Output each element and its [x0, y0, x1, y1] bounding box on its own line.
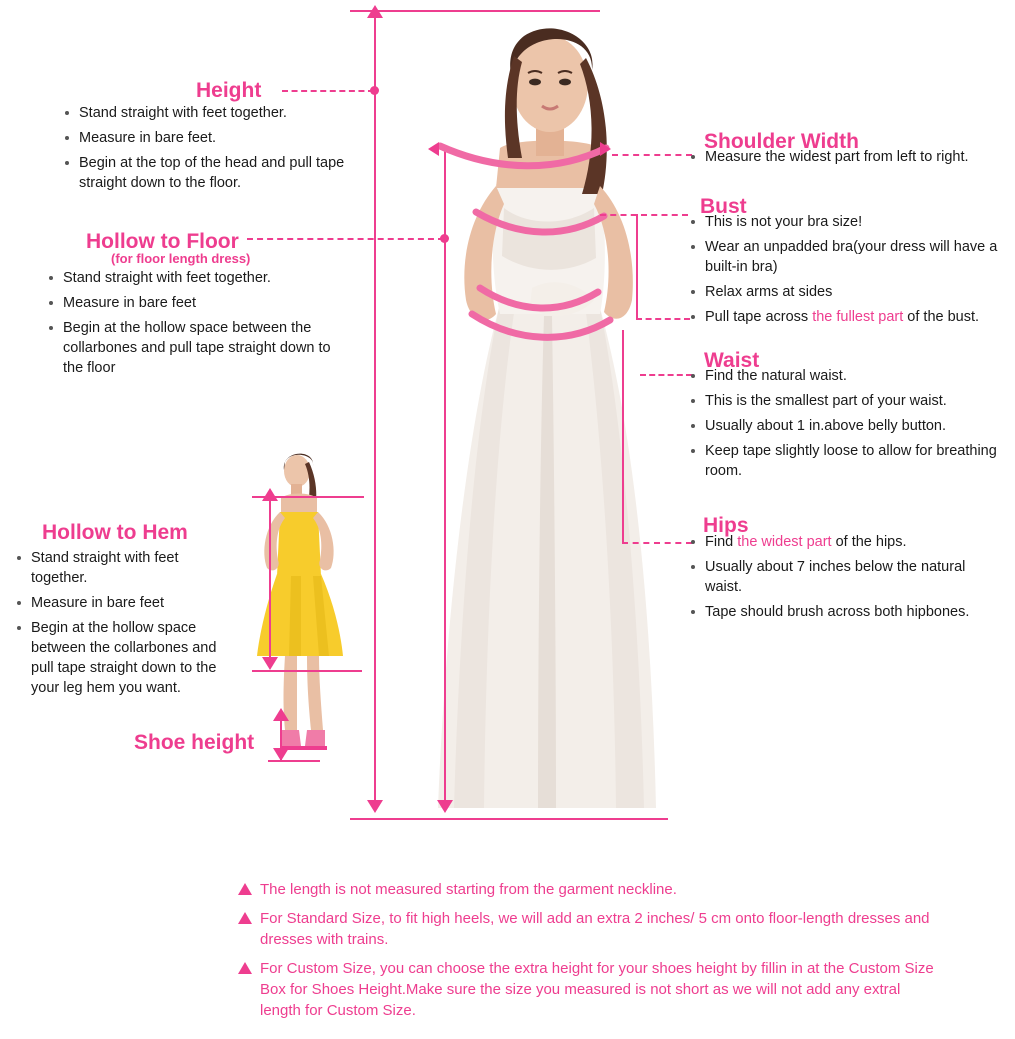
- list-item: Stand straight with feet together.: [62, 103, 352, 123]
- hips-arc: [466, 308, 616, 344]
- bust-title: Bust: [700, 195, 747, 218]
- hips-connector: [622, 542, 692, 544]
- list-item: Begin at the hollow space between the collarbones and pull tape straight down to the your leg hem you want.: [14, 618, 229, 698]
- warning-triangle-icon: [238, 883, 252, 895]
- list-item: Measure in bare feet: [46, 293, 346, 313]
- height-label-connector: [282, 90, 374, 92]
- list-item: Measure in bare feet: [14, 593, 229, 613]
- list-item: Relax arms at sides: [688, 282, 1008, 302]
- hips-title: Hips: [703, 514, 749, 537]
- note-text: The length is not measured starting from the garment neckline.: [260, 881, 677, 898]
- hips-widest-prefix: Find: [705, 534, 738, 550]
- bust-arc: [470, 204, 610, 238]
- list-item: Keep tape slightly loose to allow for breathing room.: [688, 441, 1003, 481]
- list-item: Measure in bare feet.: [62, 128, 352, 148]
- list-item: Wear an unpadded bra(your dress will have a built-in bra): [688, 237, 1008, 277]
- height-title: Height: [196, 79, 262, 102]
- list-item: Find the natural waist.: [688, 366, 1003, 386]
- list-item: Begin at the top of the head and pull tape straight down to the floor.: [62, 153, 352, 193]
- list-item: Stand straight with feet together.: [46, 268, 346, 288]
- height-top-rule: [350, 10, 600, 12]
- hollow-to-hem-line: [269, 500, 271, 662]
- main-model-illustration: [404, 8, 694, 818]
- shoulder-width-list: [688, 147, 1008, 172]
- hollow-to-hem-arrow-top: [262, 488, 278, 501]
- shoulder-width-title: Shoulder Width: [704, 130, 859, 153]
- height-measure-line: [374, 18, 376, 804]
- list-item: Tape should brush across both hipbones.: [688, 602, 1003, 622]
- hollow-to-hem-arrow-bottom: [262, 657, 278, 670]
- waist-title: Waist: [704, 349, 760, 372]
- hem-bottom-rule: [252, 670, 362, 672]
- shoulder-arrow-left: [428, 142, 439, 156]
- hollow-to-floor-connector: [247, 238, 444, 240]
- bust-list: [688, 212, 1008, 332]
- note-text: For Custom Size, you can choose the extra height for your shoes height by fillin in at the Custom Size Box for Shoes Height.Make sure the size you measured is not short as we will not add any extral length for Custom Size.: [260, 960, 934, 1019]
- height-list: [62, 103, 352, 198]
- list-item: Usually about 1 in.above belly button.: [688, 416, 1003, 436]
- note-text: For Standard Size, to fit high heels, we will add an extra 2 inches/ 5 cm onto floor-length dresses and dresses with trains.: [260, 910, 930, 948]
- hollow-to-hem-list: [14, 548, 229, 703]
- shoulder-arrow-right: [600, 142, 611, 156]
- bust-fullest-suffix: of the bust.: [903, 309, 980, 325]
- list-item-bust-fullest: [688, 307, 1008, 327]
- hollow-to-floor-arrow: [437, 800, 453, 813]
- shoulder-width-arc: [428, 136, 618, 170]
- list-item: Measure the widest part from left to right.: [688, 147, 1008, 167]
- footer-notes: [238, 879, 938, 1029]
- warning-triangle-icon: [238, 962, 252, 974]
- note-item: [238, 958, 938, 1021]
- waist-list: [688, 366, 1003, 486]
- bust-connector: [600, 214, 688, 216]
- hips-widest-suffix: of the hips.: [831, 534, 907, 550]
- hollow-to-floor-title: Hollow to Floor: [86, 230, 239, 253]
- list-item: Usually about 7 inches below the natural waist.: [688, 557, 1003, 597]
- hips-list: [688, 532, 1003, 627]
- bust-bracket-vertical: [636, 214, 638, 319]
- shoulder-connector: [612, 154, 692, 156]
- bust-fullest-prefix: Pull tape across: [705, 309, 813, 325]
- list-item: Begin at the hollow space between the collarbones and pull tape straight down to the floor: [46, 318, 346, 378]
- waist-connector: [640, 374, 692, 376]
- hollow-to-floor-line: [444, 150, 446, 810]
- shoe-height-base-rule: [268, 760, 320, 762]
- list-item: This is not your bra size!: [688, 212, 1008, 232]
- floor-rule: [350, 818, 668, 820]
- shoe-height-title: Shoe height: [134, 731, 255, 754]
- hips-bracket-vertical: [622, 330, 624, 544]
- hollow-to-hem-title: Hollow to Hem: [42, 521, 188, 544]
- warning-triangle-icon: [238, 912, 252, 924]
- list-item: This is the smallest part of your waist.: [688, 391, 1003, 411]
- hollow-to-floor-subtitle: (for floor length dress): [111, 251, 251, 266]
- list-item-hips-widest: [688, 532, 1003, 552]
- note-item: [238, 879, 938, 900]
- main-model-svg: [404, 8, 694, 820]
- list-item: Stand straight with feet together.: [14, 548, 229, 588]
- height-arrow-bottom: [367, 800, 383, 813]
- hips-widest-highlight: the widest part: [737, 534, 832, 550]
- shoe-height-arrow-top: [273, 708, 289, 721]
- bust-fullest-highlight: the fullest part: [812, 309, 904, 325]
- bust-bracket-lower: [636, 318, 690, 320]
- hollow-to-floor-list: [46, 268, 346, 383]
- note-item: [238, 908, 938, 950]
